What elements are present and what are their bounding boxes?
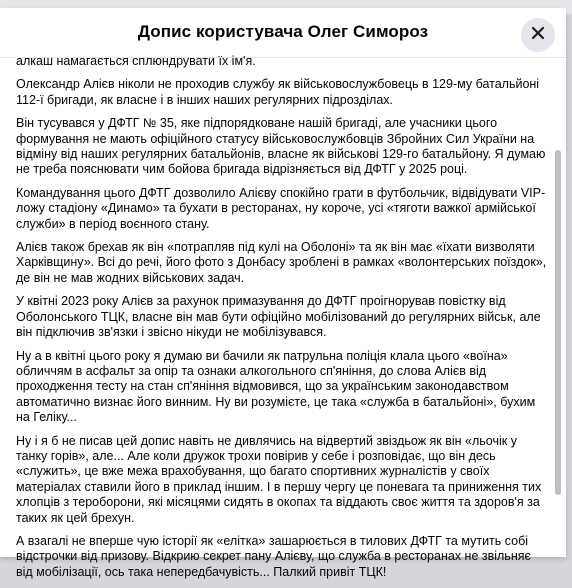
close-icon	[531, 26, 545, 45]
post-paragraph: Ну і я б не писав цей допис навіть не дивлячись на відвертий звіздьож як він «льочік у танку горів», але... Але коли дружок трохи повірив у себе і розповідає, що він десь «служить», це вже межа врахобування, що багато спортивних журналістів у своїх матеріалах ставили його в приклад іншим. І в першу чергу це поневага та приниження тих хлопців з тероборони, які місяцями сидять в окопах та віддають своє життя та здоров'я за таких як цей брехун.	[16, 433, 542, 525]
post-paragraph: У квітні 2023 року Алієв за рахунок примазування до ДФТГ проігнорував повістку від Оболонського ТЦК, власне він мав бути офіційно мобілізований до регулярних військ, але він підключив зв'язки і звісно нікуди не мобілізувався.	[16, 294, 541, 340]
post-text	[16, 54, 548, 588]
post-paragraph: А взагалі не вперше чую історії як «елітка» зашарюється в тилових ДФТГ та мутить собі відстрочки від призову. Відкрию секрет пану Алієву, що служба в ресторанах не звільняє від мобілізації, ось така непередбачувість... Палкий привіт ТЦК!	[16, 533, 531, 579]
post-paragraph: Командування цього ДФТГ дозволило Алієву спокійно грати в футбольчик, відвідувати VIP-ложу стадіону «Динамо» та бухати в ресторанах, ну короче, усі «тяготи важкої армійської служби» в період воєнного стану.	[16, 185, 546, 231]
post-paragraph: Алієв також брехав як він «потрапляв під кулі на Оболоні» та як він має «їхати визволяти Харківщину». Всі до речі, його фото з Донбасу зроблені в рамках «волонтерських поїздок», де він не мав жодних військових задач.	[16, 240, 547, 285]
dialog-title: Допис користувача Олег Симороз	[137, 22, 429, 41]
dialog-header	[0, 8, 566, 58]
post-content	[0, 54, 566, 579]
post-paragraph: Він тусувався у ДФТГ № 35, яке підпорядковане нашій бригаді, але учасники цього формування не мають офіційного статусу військовослужбовців Збройних Сил України на відміну від наших регулярних батальйонів, власне як військові 129-го батальйону. Я думаю не треба пояснювати чим бойова бригада відрізняється від ДФТГ у 2025 році.	[16, 116, 546, 177]
scrollbar-thumb[interactable]	[555, 150, 561, 495]
post-paragraph: Олександр Алієв ніколи не проходив службу як військовослужбовець в 129-му батальйоні 112-ї бригади, як власне і в інших наших регулярних підрозділах.	[16, 77, 540, 107]
scrollbar[interactable]	[552, 62, 562, 557]
post-dialog	[0, 8, 566, 579]
close-button[interactable]	[521, 18, 555, 52]
post-paragraph: Ну а в квітні цього року я думаю ви бачили як патрульна поліція клала цього «воїна» обличчям в асфальт за опір та ознаки алкогольного сп'яніння, до слова Алієв від проходження тесту на стан сп'яніння відмовився, що за українським законодавством автоматично визнає його винним. Ну ви розумієте, це така «служба в батальйоні», бухим на Гелiку...	[16, 348, 536, 425]
post-paragraph: алкаш намагається сплюндрувати їх ім'я.	[16, 54, 256, 68]
